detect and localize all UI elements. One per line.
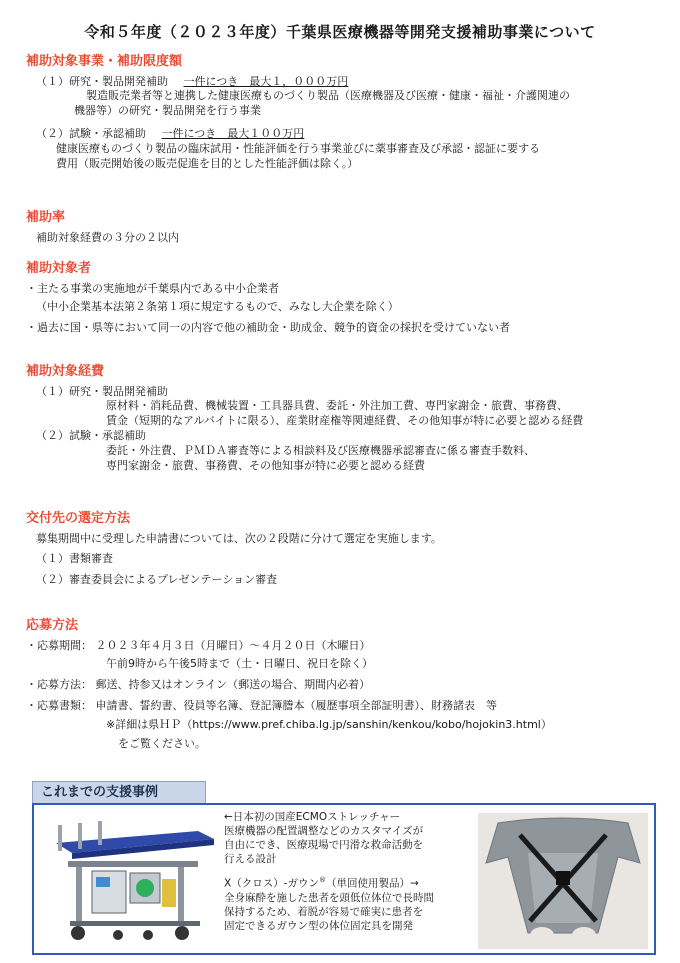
item1-desc-line1: 製造販売業者等と連携した健康医療ものづくり製品（医療機器及び医療・健康・福祉・介護関連の bbox=[86, 89, 570, 103]
selection-line3: （２）審査委員会によるプレゼンテーション審査 bbox=[36, 573, 278, 587]
expense-sub2: （２）試験・承認補助 bbox=[36, 429, 146, 443]
section-selection-method bbox=[26, 510, 656, 588]
section-heading: 補助対象経費 bbox=[26, 364, 105, 379]
item2-label: （２）試験・承認補助 bbox=[36, 127, 146, 141]
section-heading: 交付先の選定方法 bbox=[26, 511, 131, 526]
item2-desc-line1: 健康医療ものづくり製品の臨床試用・性能評価を行う事業並びに薬事審査及び承認・認証に要する bbox=[56, 141, 540, 155]
docs-value: 申請書、誓約書、役員等名簿、登記簿謄本（履歴事項全部証明書）、財務諸表 等 bbox=[95, 699, 497, 713]
item1-row bbox=[26, 75, 656, 90]
section-heading: 補助対象事業・補助限度額 bbox=[26, 54, 183, 69]
case1-line4: 行える設計 bbox=[224, 852, 277, 865]
section-eligible-expenses bbox=[26, 363, 656, 474]
selection-line2: （１）書類審査 bbox=[36, 552, 113, 566]
period-label: ・応募期間： bbox=[26, 638, 92, 652]
page-title: 令和５年度（２０２３年度）千葉県医療機器等開発支援補助事業について bbox=[84, 23, 596, 41]
period-hours: 午前9時から午後5時まで（土・日曜日、祝日を除く） bbox=[106, 657, 373, 671]
section-subsidy-rate bbox=[26, 209, 656, 245]
case2-line1 bbox=[224, 876, 474, 891]
registered-mark: ® bbox=[318, 876, 326, 885]
docs-row bbox=[26, 699, 656, 714]
expense-sub2-line1: 委託・外注費、ＰＭＤＡ審査等による相談料及び医療機器承認審査に係る審査手数料、 bbox=[106, 443, 535, 457]
section-eligible-applicants bbox=[26, 260, 656, 336]
selection-line1: 募集期間中に受理した申請書については、次の２段階に分けて選定を実施します。 bbox=[36, 531, 442, 545]
case1-line2: 医療機器の配置調整などのカスタマイズが bbox=[224, 824, 424, 837]
expense-sub1-line2: 賃金（短期的なアルバイトに限る）、産業財産権等関連経費、その他知事が特に必要と認める経費 bbox=[106, 414, 584, 428]
expense-sub2-line2: 専門家謝金・旅費、事務費、その他知事が特に必要と認める経費 bbox=[106, 458, 425, 472]
subsidy-rate-text: 補助対象経費の３分の２以内 bbox=[36, 230, 179, 244]
docs-label: ・応募書類： bbox=[26, 699, 92, 713]
item2-limit: 一件につき 最大１００万円 bbox=[161, 127, 305, 141]
cases-description bbox=[224, 811, 474, 933]
section-eligible-projects bbox=[26, 53, 656, 172]
method-label: ・応募方法： bbox=[26, 678, 92, 692]
applicant-line3: ・過去に国・県等において同一の内容で他の補助金・助成金、競争的資金の採択を受けていない者 bbox=[26, 321, 510, 335]
case1-line3: 自由にでき、医療現場で円滑な救命活動を bbox=[224, 838, 424, 851]
case2-product-note: （単回使用製品）→ bbox=[325, 877, 419, 890]
section-application-method bbox=[26, 617, 656, 752]
case2-line2: 全身麻酔を施した患者を頭低位体位で長時間 bbox=[224, 891, 434, 904]
case2-product-name: X（クロス）-ガウン bbox=[224, 877, 319, 890]
cases-box bbox=[32, 803, 656, 955]
detail-link-line2: をご覧ください。 bbox=[118, 736, 206, 750]
item2-row bbox=[26, 127, 656, 142]
expense-sub1-line1: 原材料・消耗品費、機械装置・工具器具費、委託・外注加工費、専門家謝金・旅費、事務費、 bbox=[106, 399, 568, 413]
item1-desc-line2: 機器等）の研究・製品開発を行う事業 bbox=[74, 104, 261, 118]
case1-line1: ←日本初の国産ECMOストレッチャー bbox=[224, 811, 401, 823]
method-row bbox=[26, 678, 656, 693]
x-gown-photo bbox=[478, 813, 648, 949]
applicant-line1: ・主たる事業の実施地が千葉県内である中小企業者 bbox=[26, 281, 279, 295]
section-heading: 補助率 bbox=[26, 210, 66, 225]
section-heading: 補助対象者 bbox=[26, 261, 92, 276]
section-heading: 応募方法 bbox=[26, 618, 79, 633]
method-value: 郵送、持参又はオンライン（郵送の場合、期間内必着） bbox=[95, 678, 371, 692]
case2-line3: 保持するため、着脱が容易で確実に患者を bbox=[224, 905, 424, 918]
case2-line4: 固定できるガウン型の体位固定具を開発 bbox=[224, 919, 413, 932]
cases-tab: これまでの支援事例 bbox=[32, 781, 206, 803]
item1-limit: 一件につき 最大１，０００万円 bbox=[183, 74, 349, 88]
expense-sub1: （１）研究・製品開発補助 bbox=[36, 384, 168, 398]
item2-desc-line2: 費用（販売開始後の販売促進を目的とした性能評価は除く。） bbox=[56, 156, 359, 170]
period-row bbox=[26, 639, 656, 654]
item1-label: （１）研究・製品開発補助 bbox=[36, 74, 168, 88]
applicant-line2: （中小企業基本法第２条第１項に規定するもので、みなし大企業を除く） bbox=[36, 300, 399, 314]
period-value: ２０２３年４月３日（月曜日）～４月２０日（木曜日） bbox=[95, 638, 371, 652]
ecmo-stretcher-photo bbox=[48, 813, 218, 949]
detail-link-line[interactable]: ※詳細は県ＨＰ（https://www.pref.chiba.lg.jp/sanshin/kenkou/kobo/hojokin3.html） bbox=[106, 717, 552, 731]
